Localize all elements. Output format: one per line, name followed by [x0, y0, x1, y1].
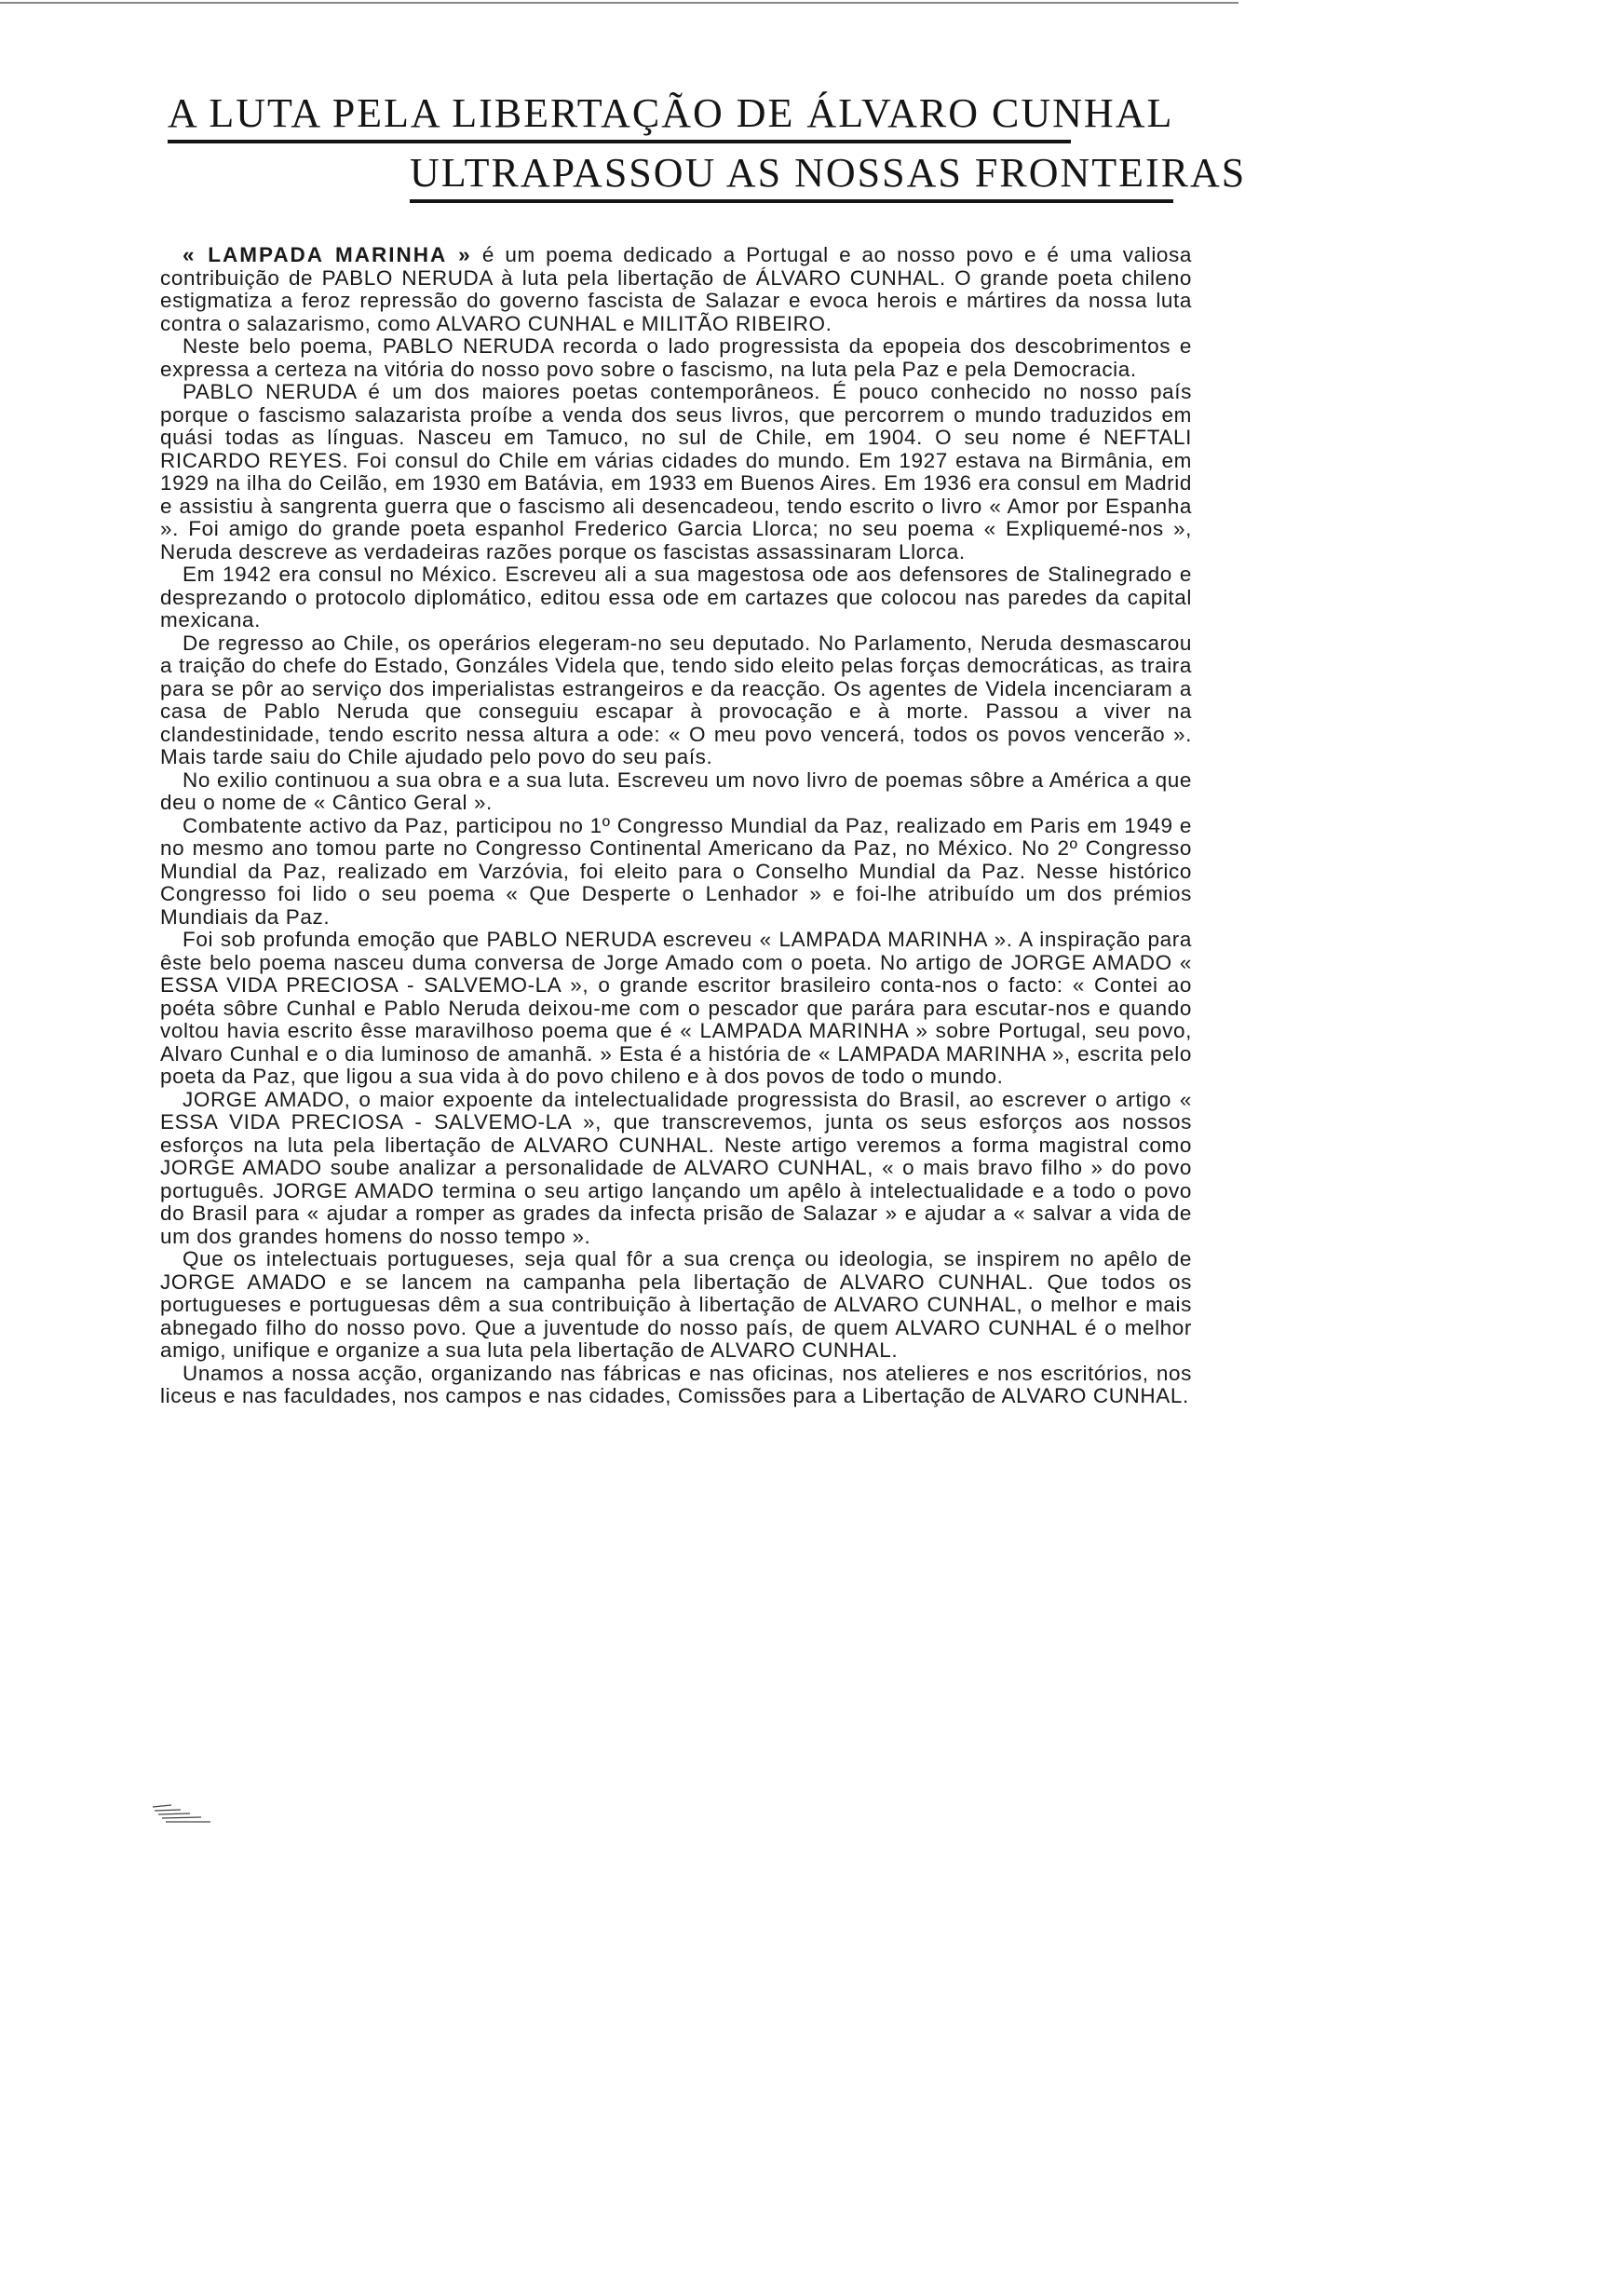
- headline-line-1: A LUTA PELA LIBERTAÇÃO DE ÁLVARO CUNHAL: [168, 93, 1071, 143]
- lead-text: é um poema dedicado a Portugal e ao nosso povo e é uma valiosa contribuição de PABLO NERUDA à luta pela libertação de ÁLVARO CUNHAL. O grande poeta chileno estigmatiza a feroz repressão do governo fascista de Salazar e evoca herois e mártires da nossa luta contra o salazarismo, como ALVARO CUNHAL e MILITÃO RIBEIRO.: [160, 243, 1193, 335]
- article-paragraph: JORGE AMADO, o maior expoente da intelectualidade progressista do Brasil, ao escrever o artigo « ESSA VIDA PRECIOSA - SALVEMO-LA », que transcrevemos, junta os seus esforços aos nossos esforços na luta pela libertação de ALVARO CUNHAL. Neste artigo veremos a forma magistral como JORGE AMADO soube analizar a personalidade de ALVARO CUNHAL, « o mais bravo filho » do povo português. JORGE AMADO termina o seu artigo lançando um apêlo à intelectualidade e a todo o povo do Brasil para « ajudar a romper as grades da infecta prisão de Salazar » e ajudar a « salvar a vida de um dos grandes homens do nosso tempo ».: [160, 1087, 1192, 1248]
- article-body: [160, 244, 1192, 1408]
- headline: [168, 90, 1247, 203]
- article-paragraph: Que os intelectuais portugueses, seja qual fôr a sua crença ou ideologia, se inspirem no apêlo de JORGE AMADO e se lancem na campanha pela libertação de ALVARO CUNHAL. Que todos os portugueses e portuguesas dêm a sua contribuição à libertação de ALVARO CUNHAL, o melhor e mais abnegado filho do nosso povo. Que a juventude do nosso país, de quem ALVARO CUNHAL é o melhor amigo, unifique e organize a sua luta pela libertação de ALVARO CUNHAL.: [160, 1247, 1192, 1362]
- headline-line-2: ULTRAPASSOU AS NOSSAS FRONTEIRAS: [410, 153, 1173, 203]
- scan-smudge-mark: [149, 1802, 214, 1826]
- article-paragraph-lead: [160, 244, 1192, 335]
- scan-top-edge-line: [0, 2, 1238, 4]
- poem-title: « LAMPADA MARINHA »: [183, 243, 472, 266]
- article-paragraph: Unamos a nossa acção, organizando nas fábricas e nas oficinas, nos atelieres e nos escritórios, nos liceus e nas faculdades, nos campos e nas cidades, Comissões para a Libertação de ALVARO CUNHAL.: [160, 1361, 1192, 1407]
- article-paragraph: Foi sob profunda emoção que PABLO NERUDA escreveu « LAMPADA MARINHA ». A inspiração para êste belo poema nasceu duma conversa de Jorge Amado com o poeta. No artigo de JORGE AMADO « ESSA VIDA PRECIOSA - SALVEMO-LA », o grande escritor brasileiro conta-nos o facto: « Contei ao poéta sôbre Cunhal e Pablo Neruda deixou-me com o pescador que parára para escutar-nos e quando voltou havia escrito êsse maravilhoso poema que é « LAMPADA MARINHA » sobre Portugal, seu povo, Alvaro Cunhal e o dia luminoso de amanhã. » Esta é a história de « LAMPADA MARINHA », escrita pelo poeta da Paz, que ligou a sua vida à do povo chileno e à dos povos de todo o mundo.: [160, 928, 1192, 1088]
- article-paragraph: Neste belo poema, PABLO NERUDA recorda o lado progressista da epopeia dos descobrimentos e expressa a certeza na vitória do nosso povo sobre o fascismo, na luta pela Paz e pela Democracia.: [160, 334, 1192, 381]
- article-paragraph: No exilio continuou a sua obra e a sua luta. Escreveu um novo livro de poemas sôbre a América a que deu o nome de « Cântico Geral ».: [160, 767, 1192, 814]
- article-paragraph: Combatente activo da Paz, participou no 1º Congresso Mundial da Paz, realizado em Paris em 1949 e no mesmo ano tomou parte no Congresso Continental Americano da Paz, no México. No 2º Congresso Mundial da Paz, realizado em Varzóvia, foi eleito para o Conselho Mundial da Paz. Nesse histórico Congresso foi lido o seu poema « Que Desperte o Lenhador » e foi-lhe atribuído um dos prémios Mundiais da Paz.: [160, 813, 1192, 929]
- article-paragraph: PABLO NERUDA é um dos maiores poetas contemporâneos. É pouco conhecido no nosso país porque o fascismo salazarista proíbe a venda dos seus livros, que percorrem o mundo traduzidos em quási todas as línguas. Nasceu em Tamuco, no sul de Chile, em 1904. O seu nome é NEFTALI RICARDO REYES. Foi consul do Chile em várias cidades do mundo. Em 1927 estava na Birmânia, em 1929 na ilha do Ceilão, em 1930 em Batávia, em 1933 em Buenos Aires. Em 1936 era consul em Madrid e assistiu à sangrenta guerra que o fascismo ali desencadeou, tendo escrito o livro « Amor por Espanha ». Foi amigo do grande poeta espanhol Frederico Garcia Llorca; no seu poema « Expliquemé-nos », Neruda descreve as verdadeiras razões porque os fascistas assassinaram Llorca.: [160, 380, 1192, 564]
- article-paragraph: De regresso ao Chile, os operários elegeram-no seu deputado. No Parlamento, Neruda desmascarou a traição do chefe do Estado, Gonzáles Videla que, tendo sido eleito pelas forças democráticas, as traira para se pôr ao serviço dos imperialistas estrangeiros e da reacção. Os agentes de Videla incenciaram a casa de Pablo Neruda que conseguiu escapar à provocação e à morte. Passou a viver na clandestinidade, tendo escrito nessa altura a ode: « O meu povo vencerá, todos os povos vencerão ». Mais tarde saiu do Chile ajudado pelo povo do seu país.: [160, 631, 1192, 768]
- article-paragraph: Em 1942 era consul no México. Escreveu ali a sua magestosa ode aos defensores de Stalinegrado e desprezando o protocolo diplomático, editou essa ode em cartazes que colocou nas paredes da capital mexicana.: [160, 563, 1192, 631]
